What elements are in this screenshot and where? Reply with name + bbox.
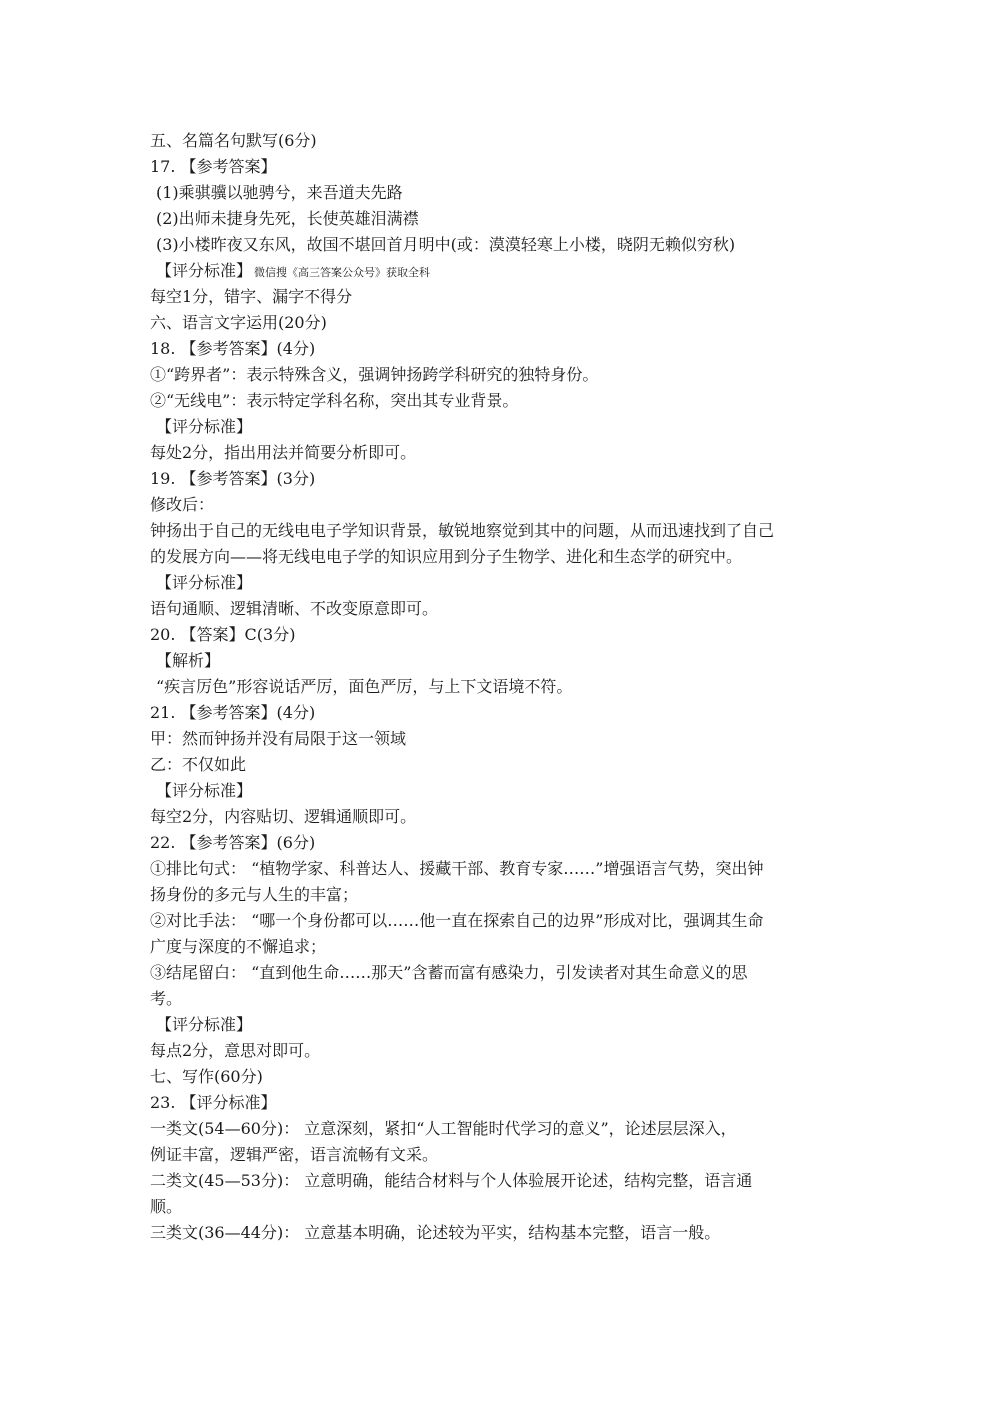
- q18-answer-2: ②“无线电”：表示特定学科名称，突出其专业背景。: [150, 391, 519, 410]
- q22-answer-3a: ③结尾留白： “直到他生命……那天”含蓄而富有感染力，引发读者对其生命意义的思: [150, 963, 748, 982]
- q23-grade-1a: 一类文(54—60分)： 立意深刻，紧扣“人工智能时代学习的意义”，论述层层深入，: [150, 1119, 737, 1138]
- q22-answer-label: 22. 【参考答案】(6分): [150, 833, 316, 852]
- q19-revised-text-2: 的发展方向——将无线电电子学的知识应用到分子生物学、进化和生态学的研究中。: [150, 547, 743, 566]
- q17-answer-3: (3)小楼昨夜又东风，故国不堪回首月明中(或：漠漠轻寒上小楼，晓阴无赖似穷秋): [156, 235, 736, 254]
- q23-scoring-label: 23. 【评分标准】: [150, 1093, 277, 1112]
- q22-scoring-label: 【评分标准】: [156, 1015, 253, 1034]
- watermark-note: 微信搜《高三答案公众号》获取全科: [254, 266, 431, 279]
- q18-scoring-label: 【评分标准】: [156, 417, 253, 436]
- q19-scoring-text: 语句通顺、逻辑清晰、不改变原意即可。: [150, 599, 439, 618]
- q17-answer-1: (1)乘骐骥以驰骋兮，来吾道夫先路: [156, 183, 403, 202]
- section-7-heading: 七、写作(60分): [150, 1067, 263, 1086]
- q18-answer-label: 18. 【参考答案】(4分): [150, 339, 316, 358]
- q17-answer-2: (2)出师未捷身先死，长使英雄泪满襟: [156, 209, 419, 228]
- q22-answer-2b: 广度与深度的不懈追求；: [150, 937, 327, 956]
- q22-answer-2a: ②对比手法： “哪一个身份都可以……他一直在探索自己的边界”形成对比，强调其生命: [150, 911, 764, 930]
- q19-revised-label: 修改后：: [150, 495, 215, 514]
- q17-scoring-label: [150, 258, 850, 284]
- q23-grade-2a: 二类文(45—53分)： 立意明确，能结合材料与个人体验展开论述，结构完整，语言通: [150, 1171, 753, 1190]
- q21-scoring-label: 【评分标准】: [156, 781, 253, 800]
- q22-scoring-text: 每点2分，意思对即可。: [150, 1041, 321, 1060]
- answer-document: [150, 128, 850, 1246]
- q17-scoring-text: 每空1分，错字、漏字不得分: [150, 287, 353, 306]
- q21-answer-b: 乙：不仅如此: [150, 755, 247, 774]
- q21-answer-label: 21. 【参考答案】(4分): [150, 703, 316, 722]
- q22-answer-3b: 考。: [150, 989, 183, 1008]
- q19-scoring-label: 【评分标准】: [156, 573, 253, 592]
- q21-answer-a: 甲：然而钟扬并没有局限于这一领域: [150, 729, 407, 748]
- q19-answer-label: 19. 【参考答案】(3分): [150, 469, 316, 488]
- q23-grade-1b: 例证丰富，逻辑严密，语言流畅有文采。: [150, 1145, 439, 1164]
- q21-scoring-text: 每空2分，内容贴切、逻辑通顺即可。: [150, 807, 417, 826]
- q23-grade-3: 三类文(36—44分)： 立意基本明确，论述较为平实，结构基本完整，语言一般。: [150, 1223, 721, 1242]
- q20-analysis-label: 【解析】: [156, 651, 221, 670]
- q18-scoring-text: 每处2分，指出用法并简要分析即可。: [150, 443, 417, 462]
- section-5-heading: 五、名篇名句默写(6分): [150, 131, 317, 150]
- q18-answer-1: ①“跨界者”：表示特殊含义，强调钟扬跨学科研究的独特身份。: [150, 365, 599, 384]
- q17-answer-label: 17. 【参考答案】: [150, 157, 277, 176]
- q22-answer-1b: 扬身份的多元与人生的丰富；: [150, 885, 359, 904]
- q20-answer-label: 20. 【答案】C(3分): [150, 625, 296, 644]
- q23-grade-2b: 顺。: [150, 1197, 183, 1216]
- scoring-label-text: 【评分标准】: [156, 261, 253, 280]
- q22-answer-1a: ①排比句式： “植物学家、科普达人、援藏干部、教育专家……”增强语言气势，突出钟: [150, 859, 764, 878]
- section-6-heading: 六、语言文字运用(20分): [150, 313, 327, 332]
- q19-revised-text-1: 钟扬出于自己的无线电电子学知识背景，敏锐地察觉到其中的问题，从而迅速找到了自己: [150, 521, 775, 540]
- q20-analysis-text: “疾言厉色”形容说话严厉，面色严厉，与上下文语境不符。: [156, 677, 573, 696]
